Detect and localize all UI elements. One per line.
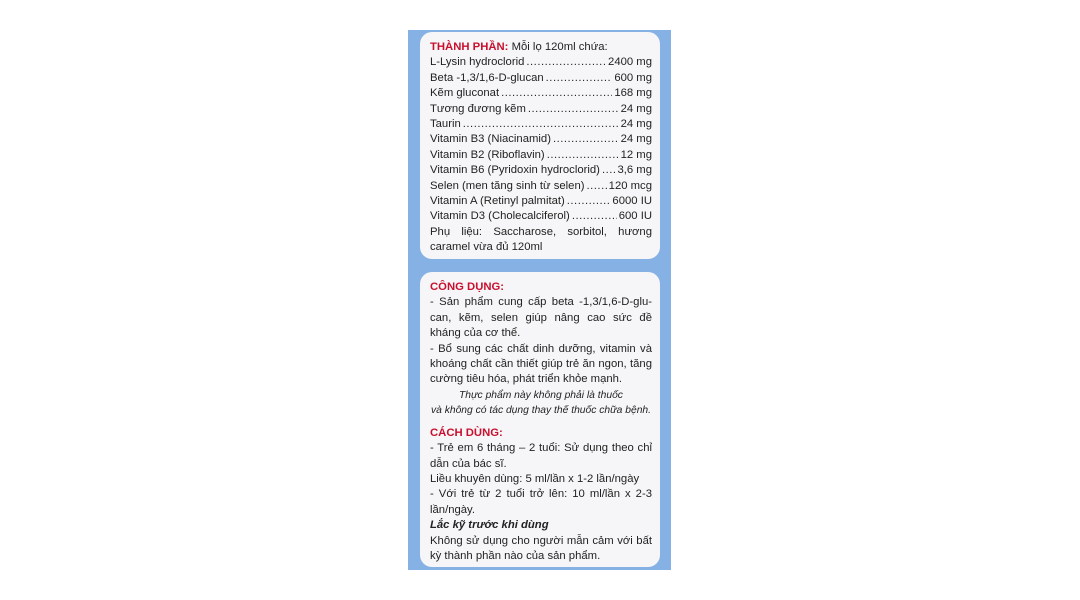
ingredient-row <box>430 163 652 178</box>
dot-leader <box>526 55 606 70</box>
ingredient-amount: 6000 IU <box>612 195 652 208</box>
directions-dosage: Liều khuyên dùng: 5 ml/lần x 1-2 lần/ngày <box>430 473 640 486</box>
ingredient-amount: 120 mcg <box>608 179 652 192</box>
ingredient-row <box>430 102 652 117</box>
ingredient-name: Vitamin B2 (Riboflavin) <box>430 148 545 161</box>
ingredient-row <box>430 86 652 101</box>
ingredient-row <box>430 148 652 163</box>
dot-leader <box>572 209 617 224</box>
composition-title: THÀNH PHẦN: <box>430 41 509 53</box>
ingredient-name: Taurin <box>430 118 461 131</box>
disclaimer-line-2: và không có tác dụng thay thế thuốc chữa bệnh. <box>430 404 652 416</box>
excipients-line-2: caramel vừa đủ 120ml <box>430 241 543 254</box>
dot-leader <box>528 102 619 117</box>
ingredient-name: Tương đương kẽm <box>430 102 526 115</box>
ingredient-name: Vitamin B6 (Pyridoxin hydroclorid) <box>430 164 600 177</box>
dot-leader <box>602 163 616 178</box>
ingredient-amount: 24 mg <box>620 133 652 146</box>
dot-leader <box>587 179 607 194</box>
ingredient-row <box>430 71 652 86</box>
ingredient-name: Kẽm gluconat <box>430 87 500 100</box>
ingredient-amount: 2400 mg <box>608 56 652 69</box>
ingredient-name: Beta -1,3/1,6-D-glucan <box>430 71 544 84</box>
dot-leader <box>567 194 611 209</box>
directions-title: CÁCH DÙNG: <box>430 426 503 439</box>
ingredient-row <box>430 55 652 70</box>
ingredient-list <box>430 55 652 224</box>
dot-leader <box>547 148 619 163</box>
uses-directions-panel <box>420 272 660 567</box>
ingredient-name: Vitamin B3 (Niacinamid) <box>430 133 551 146</box>
ingredient-amount: 600 IU <box>618 210 652 223</box>
ingredient-row <box>430 179 652 194</box>
uses-paragraph-1: - Sản phẩm cung cấp beta -1,3/1,6-D-glu-can, kẽm, selen giúp nâng cao sức đề kháng của cơ thể. <box>430 296 652 340</box>
directions-paragraph-2: - Với trẻ từ 2 tuổi trở lên: 10 ml/lần x 2-3 lần/ngày. <box>430 488 652 516</box>
dot-leader <box>463 117 619 132</box>
disclaimer-line-1: Thực phẩm này không phải là thuốc <box>459 389 623 401</box>
composition-header <box>430 40 652 55</box>
composition-panel <box>420 32 660 259</box>
ingredient-name: Selen (men tăng sinh từ selen) <box>430 179 585 192</box>
ingredient-row <box>430 132 652 147</box>
dot-leader <box>553 132 619 147</box>
uses-paragraph-2: - Bổ sung các chất dinh dưỡng, vitamin và khoáng chất cần thiết giúp trẻ ăn ngon, tăng cường tiêu hóa, phát triển khỏe mạnh. <box>430 342 652 386</box>
ingredient-amount: 12 mg <box>620 148 652 161</box>
ingredient-amount: 24 mg <box>620 118 652 131</box>
product-box-side <box>408 30 671 570</box>
directions-paragraph-1: - Trẻ em 6 tháng – 2 tuổi: Sử dụng theo chỉ dẫn của bác sĩ. <box>430 442 652 470</box>
dot-leader <box>546 71 613 86</box>
warning-text: Không sử dụng cho người mẫn cảm với bất kỳ thành phần nào của sản phẩm. <box>430 534 652 563</box>
ingredient-name: L-Lysin hydroclorid <box>430 56 525 69</box>
shake-instruction: Lắc kỹ trước khi dùng <box>430 519 549 532</box>
ingredient-name: Vitamin A (Retinyl palmitat) <box>430 195 565 208</box>
ingredient-amount: 600 mg <box>614 71 652 84</box>
ingredient-amount: 168 mg <box>614 87 652 100</box>
uses-title: CÔNG DỤNG: <box>430 281 505 293</box>
composition-intro: Mỗi lọ 120ml chứa: <box>511 41 608 53</box>
ingredient-row <box>430 194 652 209</box>
ingredient-amount: 3,6 mg <box>617 164 652 177</box>
ingredient-amount: 24 mg <box>620 102 652 115</box>
dot-leader <box>501 86 612 101</box>
ingredient-row <box>430 117 652 132</box>
ingredient-row <box>430 209 652 224</box>
excipients-line-1: Phụ liệu: Saccharose, sorbitol, hương <box>430 225 652 238</box>
ingredient-name: Vitamin D3 (Cholecalciferol) <box>430 210 570 223</box>
